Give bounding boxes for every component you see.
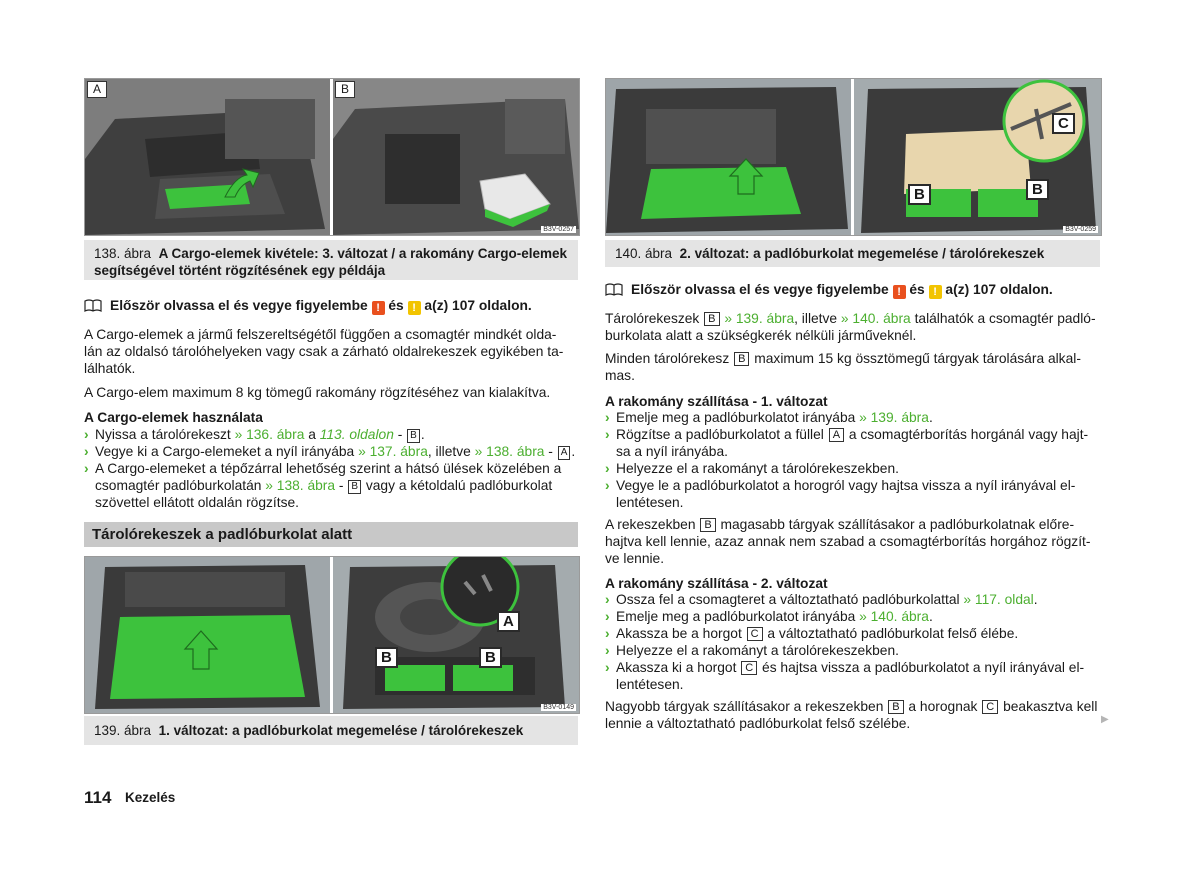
paragraph: Tárolórekeszek B » 139. ábra, illetve » 140. ábra találhatók a csomagtér padló- burkolata alatt a szükségkerék nélküli járműveknél.	[605, 311, 1096, 343]
chevron-right-icon: ›	[605, 478, 610, 493]
cross-reference-link[interactable]: » 137. ábra	[358, 444, 428, 459]
list-item: › Rögzítse a padlóburkolatot a füllel A a csomagtérborítás horgánál vagy hajt- sa a nyíl irányába.	[605, 427, 1089, 459]
warning-icon: !	[893, 285, 906, 299]
callout-label-b: B	[1026, 179, 1049, 200]
list-item: › Vegye ki a Cargo-elemeket a nyíl irányába » 137. ábra, illetve » 138. ábra - A .	[84, 444, 576, 459]
read-first-note: Először olvassa el és vegye figyelembe ! és ! a(z) 107 oldalon.	[605, 281, 1100, 300]
caution-icon: !	[929, 285, 942, 299]
caution-icon: !	[408, 301, 421, 315]
page-number: 114	[84, 788, 112, 807]
chevron-right-icon: ›	[84, 444, 89, 459]
book-icon	[84, 299, 102, 316]
callout-label-a: A	[497, 611, 520, 632]
figure-code: B3V-0259	[1065, 226, 1096, 233]
label-box: B	[704, 312, 719, 326]
label-box: C	[982, 700, 998, 714]
callout-label-b: B	[908, 184, 931, 205]
list-item: › Vegye le a padlóburkolatot a horogról vagy hajtsa vissza a nyíl irányával el- lentétesen.	[605, 478, 1076, 510]
chevron-right-icon: ›	[605, 626, 610, 641]
figure-138-caption	[84, 240, 578, 280]
caption-number: 138. ábra	[94, 246, 152, 261]
step-list	[84, 426, 578, 511]
subheading: A Cargo-elemek használata	[84, 410, 263, 425]
figure-138-image	[84, 78, 580, 236]
footer-section-title: Kezelés	[125, 790, 176, 805]
list-item: › Nyissa a tárolórekeszt » 136. ábra a 113. oldalon - B .	[84, 427, 425, 442]
list-item: › Ossza fel a csomagteret a változtatható padlóburkolattal » 117. oldal.	[605, 592, 1038, 607]
label-box: C	[741, 661, 757, 675]
list-item: › A Cargo-elemeket a tépőzárral lehetőség szerint a hátsó ülések közelében a csomagtér padlóburkolatán » 138. ábra - B vagy a kétoldalú padlóburkolat szövettel ellátott oldalán rögzítse.	[84, 461, 562, 510]
figure-code: B3V-0149	[543, 704, 574, 711]
chevron-right-icon: ›	[605, 643, 610, 658]
subheading: A rakomány szállítása - 1. változat	[605, 394, 828, 409]
cross-reference-link[interactable]: » 139. ábra	[859, 410, 929, 425]
step-list	[605, 591, 1100, 693]
label-box: B	[700, 518, 715, 532]
chevron-right-icon: ›	[605, 427, 610, 442]
label-box: B	[407, 429, 420, 443]
subheading: A rakomány szállítása - 2. változat	[605, 576, 828, 591]
caption-text: 2. változat: a padlóburkolat megemelése / tárolórekeszek	[679, 246, 1045, 261]
figure-139-caption	[84, 716, 578, 745]
list-item: › Akassza be a horgot C a változtatható padlóburkolat felső élébe.	[605, 626, 1019, 641]
cross-reference-link[interactable]: » 140. ábra	[859, 609, 929, 624]
book-icon	[605, 283, 623, 300]
callout-label-b: B	[479, 647, 502, 668]
list-item: › Helyezze el a rakományt a tárolórekeszekben.	[605, 461, 899, 476]
chevron-right-icon: ›	[84, 427, 89, 442]
label-box: A	[829, 428, 844, 442]
label-box: B	[734, 352, 749, 366]
callout-label-c: C	[1052, 113, 1075, 134]
cross-reference-link[interactable]: » 140. ábra	[840, 311, 911, 326]
figure-code: B3V-0257	[543, 226, 574, 233]
list-item: › Emelje meg a padlóburkolatot irányába » 140. ábra.	[605, 609, 933, 624]
cross-reference-link[interactable]: » 139. ábra	[720, 311, 795, 326]
warning-icon: !	[372, 301, 385, 315]
step-list	[605, 409, 1100, 511]
chevron-right-icon: ›	[605, 461, 610, 476]
caption-text: A Cargo-elemek kivétele: 3. változat / a rakomány Cargo-elemek segítségével történt rögzítésének egy példája	[94, 246, 567, 278]
chevron-right-icon: ›	[605, 410, 610, 425]
cross-reference-link[interactable]: » 136. ábra	[234, 427, 305, 442]
paragraph: A Cargo-elem maximum 8 kg tömegű rakomány rögzítéséhez van kialakítva.	[84, 385, 551, 400]
caption-number: 140. ábra	[615, 246, 673, 261]
paragraph: A rekeszekben B magasabb tárgyak szállításakor a padlóburkolatnak előre- hajtva kell lennie, azaz annak nem szabad a csomagtérborítás horgához rögzít- ve lennie.	[605, 517, 1091, 566]
read-first-note: Először olvassa el és vegye figyelembe ! és ! a(z) 107 oldalon.	[84, 297, 578, 316]
figure-label-b: B	[335, 81, 355, 98]
label-box: A	[558, 446, 571, 460]
list-item: › Helyezze el a rakományt a tárolórekeszekben.	[605, 643, 899, 658]
caption-text: 1. változat: a padlóburkolat megemelése / tárolórekeszek	[158, 723, 524, 738]
chevron-right-icon: ›	[605, 592, 610, 607]
cross-reference-link[interactable]: 113. oldalon	[319, 427, 394, 442]
chevron-right-icon: ›	[605, 609, 610, 624]
label-box: B	[348, 480, 361, 494]
paragraph: Minden tárolórekesz B maximum 15 kg össztömegű tárgyak tárolására alkal- mas.	[605, 351, 1081, 383]
continue-arrow-icon: ▶	[1101, 714, 1109, 725]
caption-number: 139. ábra	[94, 723, 152, 738]
label-box: B	[888, 700, 903, 714]
paragraph: Nagyobb tárgyak szállításakor a rekeszekben B a horognak C beakasztva kell lennie a változtatható padlóburkolat felső szélébe.	[605, 699, 1098, 731]
cross-reference-link[interactable]: » 138. ábra	[474, 444, 545, 459]
chevron-right-icon: ›	[605, 660, 610, 675]
list-item: › Emelje meg a padlóburkolatot irányába » 139. ábra.	[605, 410, 933, 425]
cross-reference-link[interactable]: » 138. ábra	[265, 478, 336, 493]
callout-label-b: B	[375, 647, 398, 668]
cross-reference-link[interactable]: » 117. oldal	[963, 592, 1034, 607]
figure-140-caption	[605, 240, 1100, 267]
figure-140-image	[605, 78, 1102, 236]
figure-139-image	[84, 556, 580, 714]
chevron-right-icon: ›	[84, 461, 89, 476]
label-box: C	[747, 627, 763, 641]
figure-label-a: A	[87, 81, 107, 98]
list-item: › Akassza ki a horgot C és hajtsa vissza a padlóburkolatot a nyíl irányával el- lentétesen.	[605, 660, 1085, 692]
section-heading: Tárolórekeszek a padlóburkolat alatt	[84, 522, 578, 547]
paragraph: A Cargo-elemek a jármű felszereltségétől függően a csomagtér mindkét olda- lán az oldalsó tárolóhelyeken vagy csak a zárható oldalrekeszek egyikében ta- lálhatók.	[84, 327, 564, 376]
